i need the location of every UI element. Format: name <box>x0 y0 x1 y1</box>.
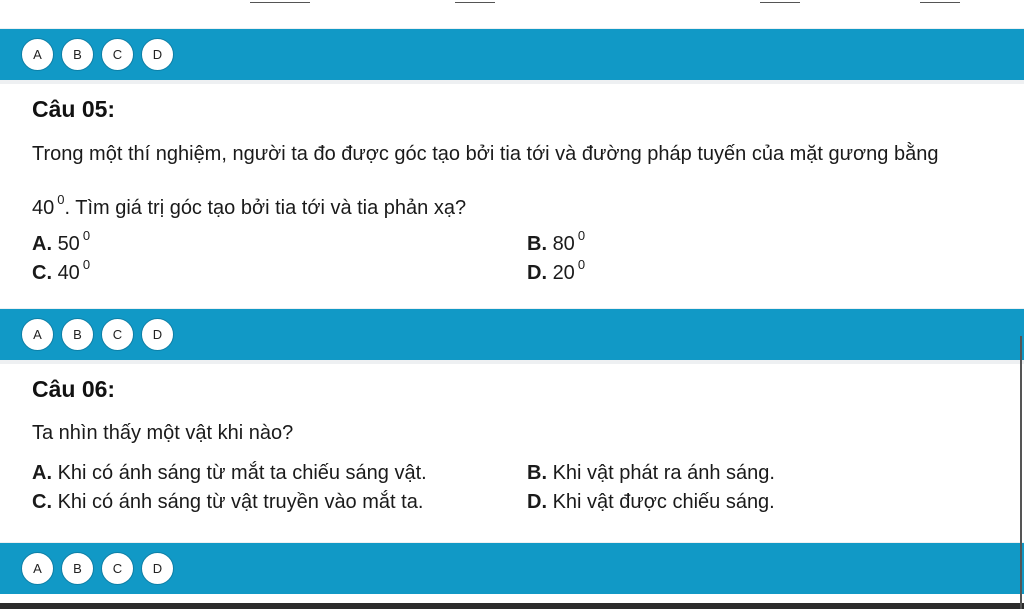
answer-text: Khi có ánh sáng từ mắt ta chiếu sáng vật. <box>57 462 427 484</box>
cropped-text-fragment <box>760 0 800 3</box>
answer-key: C. <box>32 262 52 284</box>
bottom-edge <box>0 603 1024 609</box>
choice-c-button[interactable]: C <box>101 318 134 351</box>
degree-sup: 0 <box>57 192 65 207</box>
answer-text: Khi vật được chiếu sáng. <box>552 491 775 513</box>
choice-a-button[interactable]: A <box>21 38 54 71</box>
answer-d <box>527 491 775 514</box>
answer-text: 50 <box>57 233 80 255</box>
answer-text: Khi có ánh sáng từ vật truyền vào mắt ta. <box>57 491 424 513</box>
choice-c-button[interactable]: C <box>101 552 134 585</box>
answer-c <box>32 257 90 285</box>
question-title: Câu 05: <box>32 96 116 122</box>
question-card <box>0 84 1024 308</box>
angle-value: 40 <box>32 197 55 219</box>
answer-text: 40 <box>57 262 80 284</box>
question-card <box>0 364 1024 542</box>
answer-key: A. <box>32 462 52 484</box>
choice-d-button[interactable]: D <box>141 38 174 71</box>
degree-sup: 0 <box>577 257 586 272</box>
question-text-rest: . Tìm giá trị góc tạo bởi tia tới và tia phản xạ? <box>64 197 467 219</box>
question-title: Câu 06: <box>32 376 116 402</box>
answer-b <box>527 228 585 256</box>
answer-choice-bar <box>0 29 1024 80</box>
answer-text: Khi vật phát ra ánh sáng. <box>552 462 775 484</box>
answer-text: 20 <box>552 262 575 284</box>
cropped-text-fragment <box>920 0 960 3</box>
next-question-card <box>0 594 1024 603</box>
cropped-text-fragment <box>250 0 310 3</box>
choice-b-button[interactable]: B <box>61 318 94 351</box>
cropped-text-fragment <box>455 0 495 3</box>
choice-d-button[interactable]: D <box>141 318 174 351</box>
choice-b-button[interactable]: B <box>61 38 94 71</box>
question-text <box>32 411 992 456</box>
answer-key: C. <box>32 491 52 513</box>
answer-text: 80 <box>552 233 575 255</box>
answer-d <box>527 257 585 285</box>
answer-a <box>32 228 90 256</box>
degree-sup: 0 <box>577 228 586 243</box>
answer-key: D. <box>527 262 547 284</box>
choice-b-button[interactable]: B <box>61 552 94 585</box>
answer-key: A. <box>32 233 52 255</box>
question-text-line: Ta nhìn thấy một vật khi nào? <box>32 422 294 444</box>
answer-key: D. <box>527 491 547 513</box>
answer-choice-bar <box>0 309 1024 360</box>
choice-a-button[interactable]: A <box>21 318 54 351</box>
choice-a-button[interactable]: A <box>21 552 54 585</box>
answer-choice-bar <box>0 543 1024 594</box>
answer-c <box>32 491 423 514</box>
answer-b <box>527 462 775 485</box>
scrollbar[interactable] <box>1020 336 1022 609</box>
degree-sup: 0 <box>82 228 91 243</box>
question-text <box>32 132 992 231</box>
choice-d-button[interactable]: D <box>141 552 174 585</box>
answer-key: B. <box>527 233 547 255</box>
answer-key: B. <box>527 462 547 484</box>
question-text-line <box>32 177 992 231</box>
answer-a <box>32 462 427 485</box>
question-text-line: Trong một thí nghiệm, người ta đo được góc tạo bởi tia tới và đường pháp tuyến của mặt gương bằng <box>32 143 939 165</box>
choice-c-button[interactable]: C <box>101 38 134 71</box>
previous-question-card <box>0 0 1024 28</box>
degree-sup: 0 <box>82 257 91 272</box>
